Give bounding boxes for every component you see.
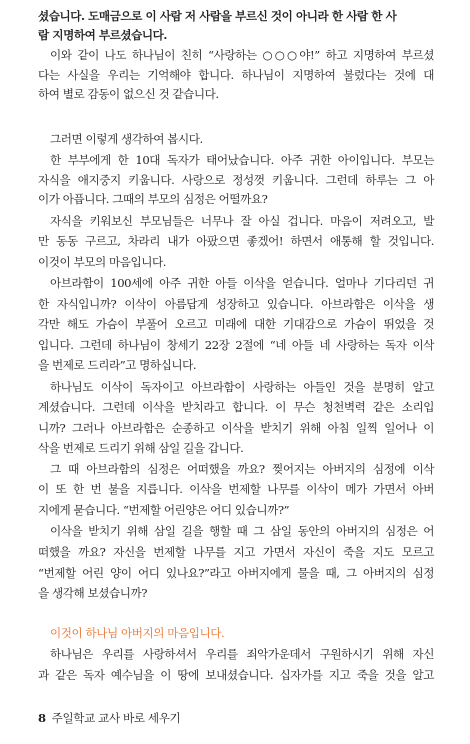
body-line: 과 같은 독자 예수님을 이 땅에 보내셨습니다. 십자가를 지고 죽을 것을 알고 [38, 668, 434, 682]
body-line: 자식을 키워보신 부모님들은 너무나 잘 아실 겁니다. 마음이 저려오고, 발 [50, 214, 434, 228]
highlighted-line: 이것이 하나님 아버지의 마음입니다. [50, 626, 225, 640]
body-line: 이것이 부모의 마음입니다. [38, 255, 166, 269]
body-line: 을 생각해 보셨습니까? [38, 586, 147, 600]
body-line: 람 지명하여 부르셨습니다. [38, 28, 168, 42]
book-title: 주일학교 교사 바로 세우기 [51, 711, 181, 725]
body-line: 계셨습니다. 그런데 이삭을 받치라고 합니다. 이 무슨 청천벽력 같은 소리입 [38, 400, 434, 414]
body-line: “번제할 어린 양이 어디 있나요?”라고 아버지에게 물을 때, 그 아버지의 심정 [38, 566, 434, 580]
body-line: 하나님도 이삭이 독자이고 아브라함이 사랑하는 아들인 것을 분명히 알고 [50, 380, 434, 394]
body-line: 자식을 애지중지 키웁니다. 사랑으로 정성껏 키웁니다. 그런데 하루는 그 아 [38, 173, 434, 187]
body-line: 떠했을 까요? 자신을 번제할 나무를 지고 가면서 자신이 죽을 지도 모르고 [38, 545, 434, 559]
body-line: 삭을 번제로 드리기 위해 삼일 길을 갑니다. [38, 441, 244, 455]
body-line: 아브라함이 100세에 아주 귀한 아들 이삭을 얻습니다. 얼마나 기다리던 귀 [50, 276, 434, 290]
page-number: 8 [38, 711, 46, 725]
body-line: 각만 해도 가슴이 부풀어 오르고 미래에 대한 기대감으로 가슴이 뛰었을 것 [38, 317, 434, 331]
body-line: 지에게 묻습니다. “번제할 어린양은 어디 있습니까?” [38, 503, 290, 517]
document-page [38, 0, 434, 744]
body-line: 이 또 한 번 불을 지릅니다. 이삭을 번제할 나무를 이삭이 메가 가면서 아버 [38, 482, 434, 496]
body-line: 이가 아픕니다. 그때의 부모의 심정은 어떨까요? [38, 192, 268, 206]
body-line: 을 번제로 드리라”고 명하십니다. [38, 358, 197, 372]
body-line: 이삭을 받치기 위해 삼일 길을 행할 때 그 삼일 동안의 아버지의 심정은 어 [50, 524, 434, 538]
body-line: 이와 같이 나도 하나님이 친히 “사랑하는 ○○○야!” 하고 지명하여 부르셨 [50, 48, 434, 62]
body-line: 그러면 이렇게 생각하여 봅시다. [50, 132, 203, 146]
body-line: 입니다. 그런데 하나님이 창세기 22장 2절에 “네 아들 네 사랑하는 독자 이삭 [38, 338, 434, 352]
body-line: 하여 별로 감동이 없으신 것 같습니다. [38, 87, 219, 101]
body-line: 다는 사실을 우리는 기억해야 합니다. 하나님이 지명하여 불렀다는 것에 대 [38, 68, 434, 82]
page-footer [38, 710, 180, 726]
body-line: 한 부부에게 한 10대 독자가 태어났습니다. 아주 귀한 아이입니다. 부모는 [50, 153, 434, 167]
body-line: 셨습니다. 도매금으로 이 사람 저 사람을 부르신 것이 아니라 한 사람 한 사 [38, 9, 397, 23]
body-line: 만 동동 구르고, 차라리 내가 아팠으면 좋겠어! 하면서 애통해 할 것입니다. [38, 234, 434, 248]
body-line: 그 때 아브라함의 심정은 어떠했을 까요? 찢어지는 아버지의 심정에 이삭 [50, 462, 434, 476]
body-line: 한 자식입니까? 이삭이 아름답게 성장하고 있습니다. 아브라함은 이삭을 생 [38, 297, 434, 311]
body-line: 니까? 그러나 아브라함은 순종하고 이삭을 받치기 위해 아침 일찍 일어나 이 [38, 421, 434, 435]
body-line: 하나님은 우리를 사랑하셔서 우리를 죄악가운데서 구원하시기 위해 자신 [50, 647, 434, 661]
